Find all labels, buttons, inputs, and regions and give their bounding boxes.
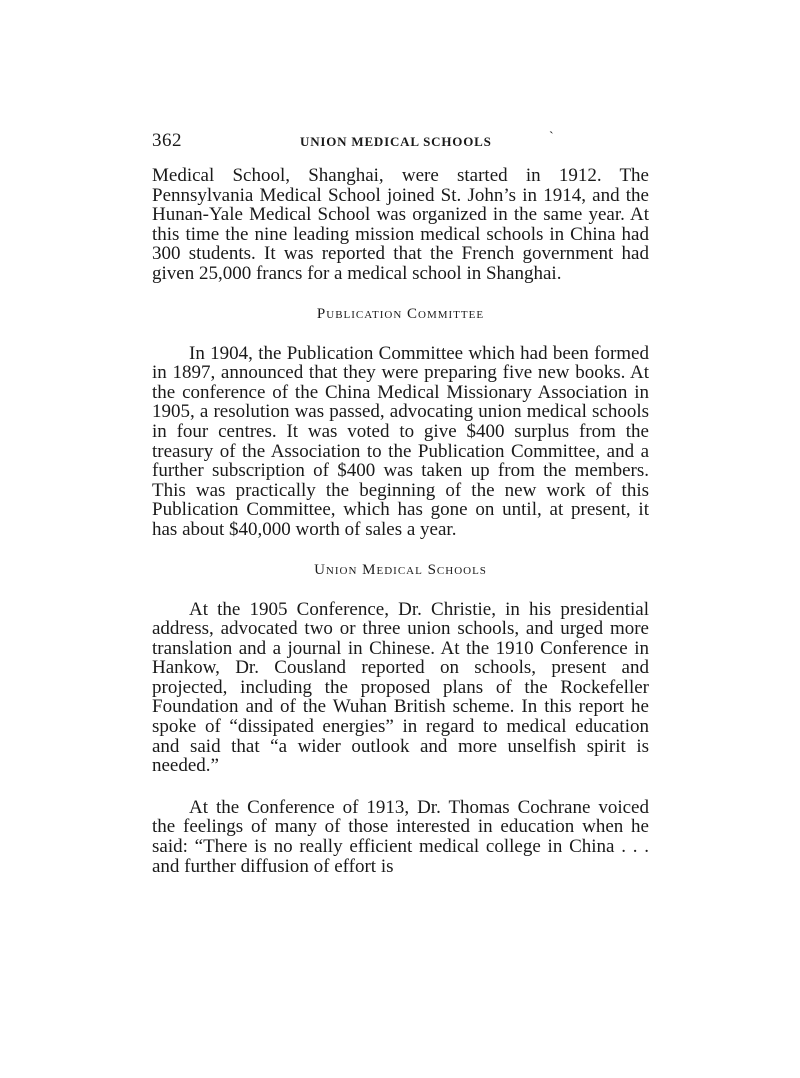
paragraph-gap: [152, 776, 649, 798]
opening-paragraph: Medical School, Shanghai, were started in 1912. The Pennsylvania Medical School joined St. John’s in 1914, and the Hunan-Yale Medical School was organized in the same year. At this time the nine leading mission medical schools in China had 300 students. It was reported that the French government had given 25,000 francs for a medical school in Shanghai.: [152, 165, 649, 284]
stray-mark: ˋ: [549, 130, 554, 145]
running-head: [152, 130, 649, 158]
paragraph-publication-committee: In 1904, the Publication Committee which had been formed in 1897, announced that they were preparing five new books. At the conference of the China Medical Missionary Association in 1905, a resolution was passed, advocating union medical schools in four centres. It was voted to give $400 surplus from the treasury of the Association to the Publication Committee, and a further subscription of $400 was taken up from the members. This was practically the beginning of the new work of this Publication Committee, which has gone on until, at present, it has about $40,000 worth of sales a year.: [152, 342, 649, 540]
book-page: [152, 130, 649, 876]
section-heading-publication-committee: Publication Committee: [316, 305, 485, 322]
section-heading-union-medical-schools: Union Medical Schools: [314, 561, 487, 578]
paragraph-union-schools-1: At the 1905 Conference, Dr. Christie, in his presidential address, advocated two or three union schools, and urged more translation and a journal in Chinese. At the 1910 Conference in Hankow, Dr. Cousland reported on schools, present and projected, including the proposed plans of the Rockefeller Foundation and of the Wuhan British scheme. In this report he spoke of “dissipated energies” in regard to medical education and said that “a wider outlook and more unselfish spirit is needed.”: [152, 598, 649, 777]
paragraph-union-schools-2: At the Conference of 1913, Dr. Thomas Cochrane voiced the feelings of many of those interested in education when he said: “There is no really efficient medical college in China . . . and further diffusion of effort is: [152, 796, 649, 877]
page-number: 362: [152, 130, 182, 151]
running-title: UNION MEDICAL SCHOOLS: [300, 134, 492, 149]
